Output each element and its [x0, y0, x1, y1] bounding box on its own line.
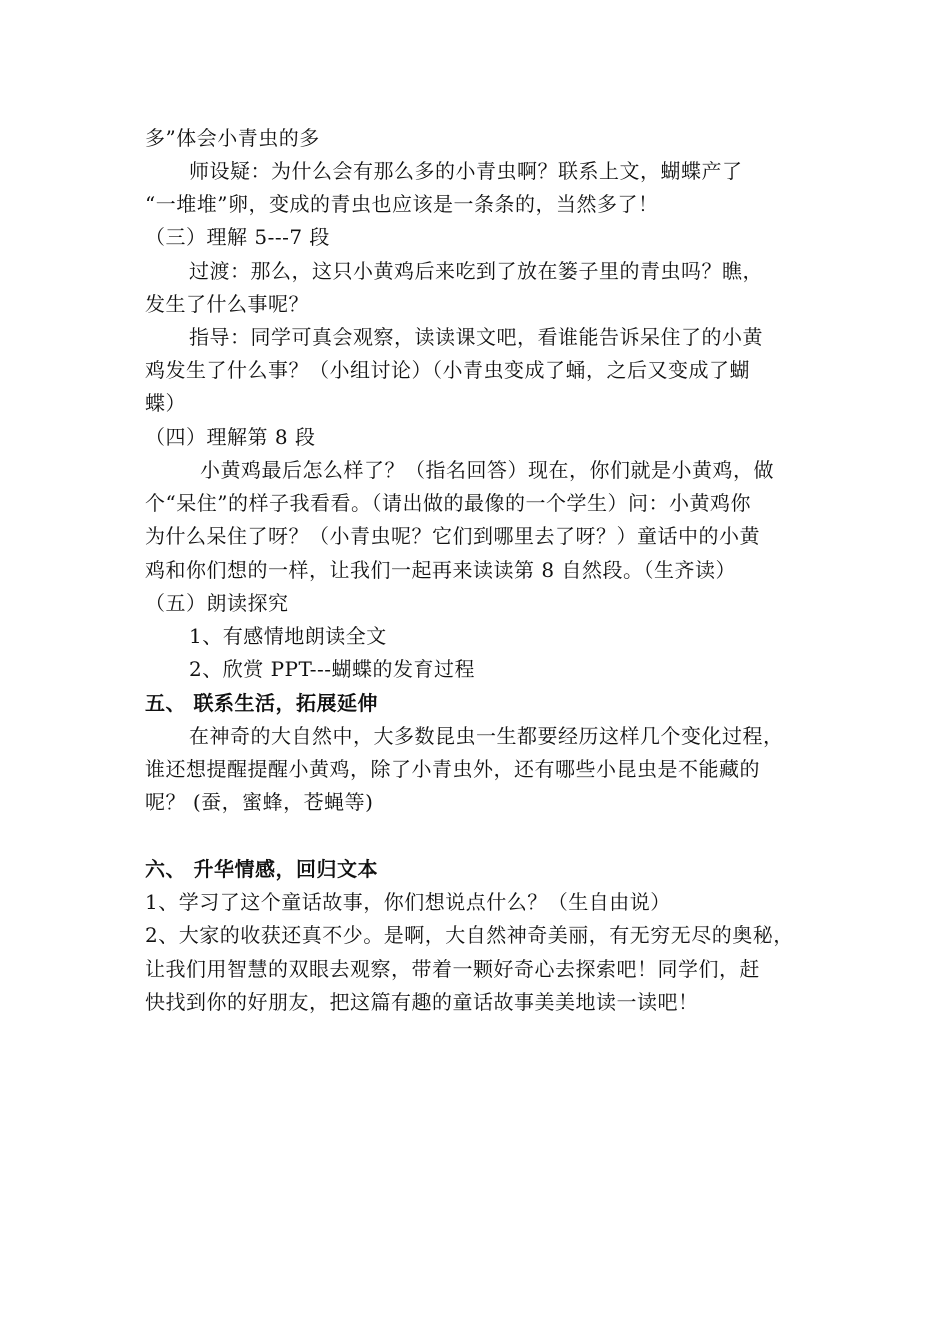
- paragraph-line: 师设疑：为什么会有那么多的小青虫啊？联系上文，蝴蝶产了: [189, 159, 743, 183]
- paragraph-line: 快找到你的好朋友，把这篇有趣的童话故事美美地读一读吧！: [145, 990, 699, 1014]
- paragraph-line: 发生了什么事呢？: [145, 292, 309, 316]
- paragraph-line: 让我们用智慧的双眼去观察，带着一颗好奇心去探索吧！同学们，赶: [145, 957, 760, 981]
- paragraph-line: 蝶）: [145, 391, 186, 415]
- paragraph-line: 谁还想提醒提醒小黄鸡，除了小青虫外，还有哪些小昆虫是不能藏的: [145, 757, 760, 781]
- section-heading: 五、 联系生活，拓展延伸: [145, 691, 378, 715]
- paragraph-line: 个“呆住”的样子我看看。（请出做的最像的一个学生）问：小黄鸡你: [145, 491, 751, 515]
- list-item: 1、学习了这个童话故事，你们想说点什么？（生自由说）: [145, 890, 671, 914]
- list-item: 2、欣赏 PPT---蝴蝶的发育过程: [189, 657, 476, 681]
- section-heading: 六、 升华情感，回归文本: [145, 857, 378, 881]
- paragraph-line: 鸡和你们想的一样，让我们一起再来读读第 8 自然段。（生齐读）: [145, 558, 736, 582]
- paragraph-line: 在神奇的大自然中，大多数昆虫一生都要经历这样几个变化过程，: [189, 724, 784, 748]
- paragraph-line: 过渡：那么，这只小黄鸡后来吃到了放在篓子里的青虫吗？瞧，: [189, 259, 763, 283]
- list-item: 1、有感情地朗读全文: [189, 624, 387, 648]
- paragraph-line: 呢？ (蚕，蜜蜂，苍蝇等): [145, 790, 374, 814]
- paragraph-line: 小黄鸡最后怎么样了？（指名回答）现在，你们就是小黄鸡，做: [200, 458, 774, 482]
- paragraph-line: 鸡发生了什么事？（小组讨论）（小青虫变成了蛹，之后又变成了蝴: [145, 358, 750, 382]
- paragraph-line: 为什么呆住了呀？（小青虫呢？它们到哪里去了呀？）童话中的小黄: [145, 524, 760, 548]
- list-item: 2、大家的收获还真不少。是啊，大自然神奇美丽，有无穷无尽的奥秘，: [145, 923, 794, 947]
- paragraph-line: “一堆堆”卵，变成的青虫也应该是一条条的，当然多了！: [145, 192, 659, 216]
- section-heading: （三）理解 5---7 段: [145, 225, 330, 249]
- section-heading: （四）理解第 8 段: [145, 425, 316, 449]
- section-heading: （五）朗读探究: [145, 591, 289, 615]
- paragraph-line: 指导：同学可真会观察，读读课文吧，看谁能告诉呆住了的小黄: [189, 325, 763, 349]
- paragraph-line: 多”体会小青虫的多: [145, 126, 320, 150]
